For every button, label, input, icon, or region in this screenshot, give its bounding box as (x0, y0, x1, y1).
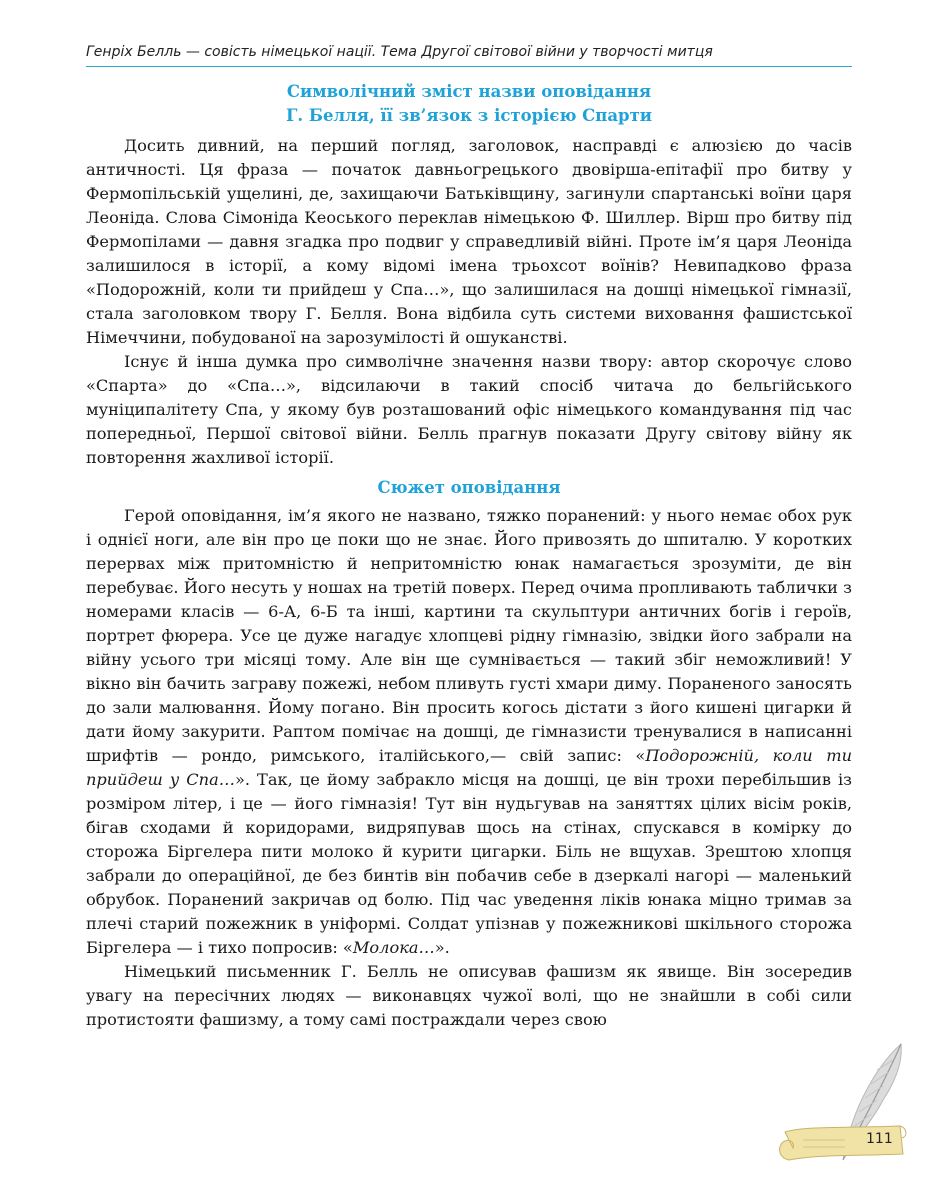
heading-line-1: Символічний зміст назви оповідання (286, 82, 652, 101)
paragraph: Німецький письменник Г. Белль не описував фашизм як явище. Він зосередив увагу на пересічних людях — виконавцях чужої волі, що не знайшли в собі сили протистояти фашизму, а тому самі постраждали через свою (86, 962, 852, 1029)
header-rule (86, 66, 852, 67)
text-run: Герой оповідання, ім’я якого не названо, тяжко поранений: у нього немає обох рук і однієї ноги, але він про це поки що не знає. Його привозять до шпиталю. У коротких перервах між притомністю й непритомністю юнак намагається зрозуміти, де він перебуває. Його несуть у ношах на третій поверх. Перед очима пропливають таблички з номерами класів — 6-А, 6-Б та інші, картини та скульптури античних богів і героїв, портрет фюрера. Усе це дуже нагадує хлопцеві рідну гімназію, звідки його забрали на війну усього три місяці тому. Але він ще сумнівається — такий збіг неможливий! У вікно він бачить заграву пожежі, небом пливуть густі хмари диму. Пораненого заносять до зали малювання. Йому погано. Він просить когось дістати з його кишені цигарки й дати йому закурити. Раптом помічає на дошці, де гімназисти тренувалися в написанні шрифтів — рондо, римського, італійського,— свій запис: « (86, 506, 852, 765)
section-heading-symbolic-meaning (86, 80, 852, 128)
section-heading-plot: Сюжет оповідання (377, 478, 561, 497)
heading-line-2: Г. Белля, її зв’язок з історією Спарти (285, 106, 653, 125)
page-content (86, 80, 852, 1032)
italic-quote: Молока… (352, 938, 435, 957)
text-run: ». Так, це йому забракло місця на дошці, це він трохи перебільшив із розміром літер, і це — його гімназія! Тут він нудьгував на заняттях цілих вісім років, бігав сходами й коридорами, видряпував щось на стінах, спускався в комірку до сторожа Біргелера пити молоко й курити цигарки. Біль не вщухав. Зрештою хлопця забрали до операційної, де без бинтів він побачив себе в дзеркалі нагорі — маленький обрубок. Поранений закричав од болю. Під час уведення ліків юнака міцно тримав за плечі старий пожежник в уніформі. Солдат упізнав у пожежникові шкільного сторожа Біргелера — і тихо попросив: « (86, 770, 852, 957)
running-header: Генріх Белль — совість німецької нації. Тема Другої світової війни у творчості митця (86, 44, 713, 60)
paragraph: Досить дивний, на перший погляд, заголовок, насправді є алюзією до часів античності. Ця фраза — початок давньогрецького двовірша-епітафії про битву у Фермопільській ущелині, де, захищаючи Батьківщину, загинули спартанські воїни царя Леоніда. Слова Сімоніда Кеоського переклав німецькою Ф. Шиллер. Вірш про битву під Фермопілами — давня згадка про подвиг у справедливій війні. Проте ім’я царя Леоніда залишилося в історії, а кому відомі імена трьохсот воїнів? Невипадково фраза «Подорожній, коли ти прийдеш у Спа…», що залишилася на дошці німецької гімназії, стала заголовком твору Г. Белля. Вона відбила суть системи виховання фашистської Німеччини, побудованої на зарозумілості й ошуканстві. (86, 136, 852, 347)
page-number: 111 (866, 1131, 893, 1147)
text-run: ». (434, 938, 450, 957)
paragraph: Існує й інша думка про символічне значення назви твору: автор скорочує слово «Спарта» до «Спа…», відсилаючи в такий спосіб читача до бельгійського муніципалітету Спа, у якому був розташований офіс німецького командування під час попередньої, Першої світової війни. Белль прагнув показати Другу світову війну як повторення жахливої історії. (86, 352, 852, 467)
italic-quote: Подорожній, коли ти прийдеш у Спа… (86, 746, 852, 789)
paragraph (86, 504, 852, 960)
